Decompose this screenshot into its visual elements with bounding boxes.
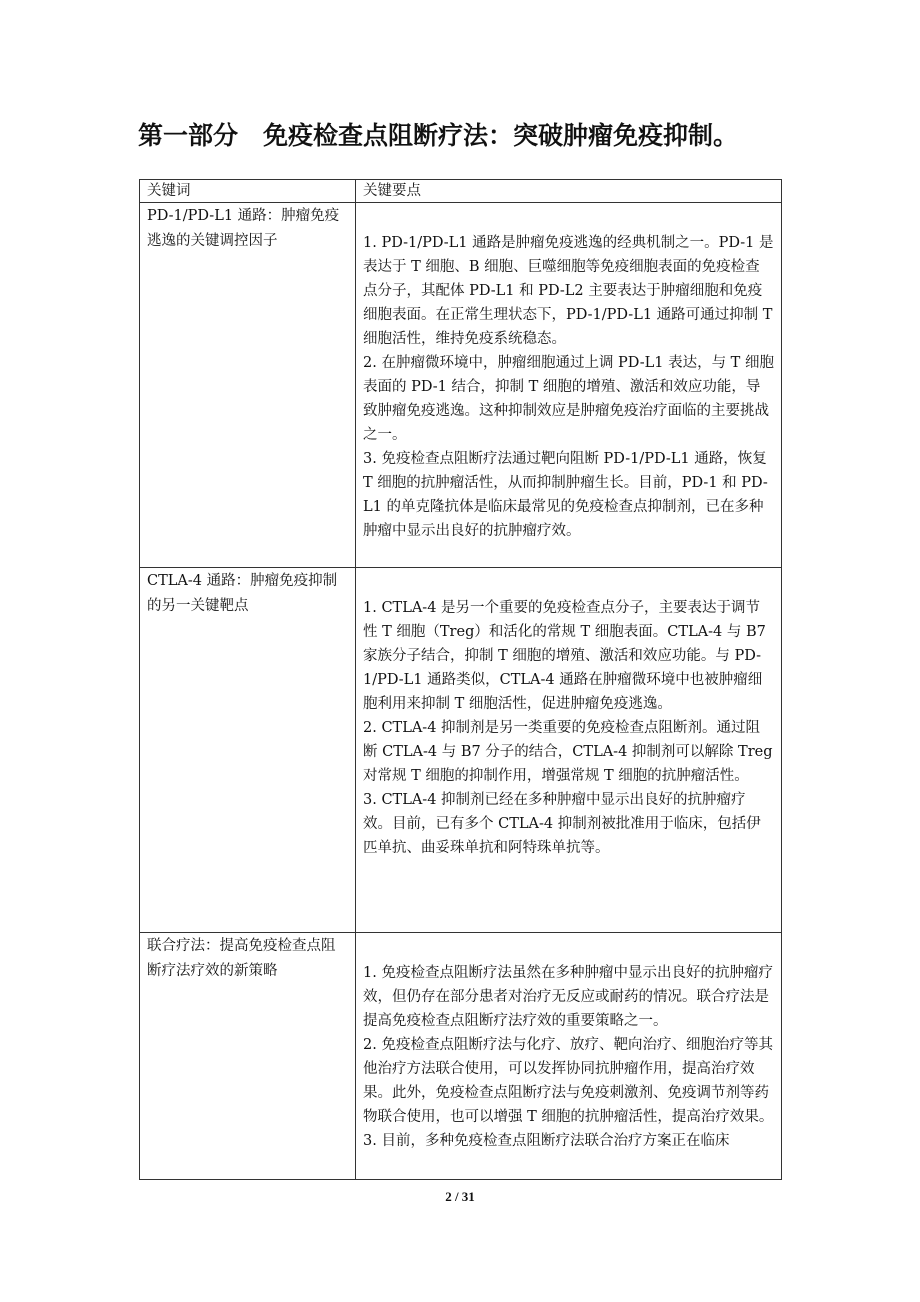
keyword-cell: 联合疗法：提高免疫检查点阻断疗法疗效的新策略: [140, 933, 356, 1180]
page-number: 2 / 31: [445, 1189, 475, 1204]
points-cell: [356, 203, 782, 568]
point-text: 2. 免疫检查点阻断疗法与化疗、放疗、靶向治疗、细胞治疗等其他治疗方法联合使用，可以发挥协同抗肿瘤作用，提高治疗效果。此外，免疫检查点阻断疗法与免疫刺激剂、免疫调节剂等药物联合使用，也可以增强 T 细胞的抗肿瘤活性，提高治疗效果。: [363, 1037, 774, 1125]
point-text: 3. 免疫检查点阻断疗法通过靶向阻断 PD-1/PD-L1 通路，恢复 T 细胞的抗肿瘤活性，从而抑制肿瘤生长。目前，PD-1 和 PD-L1 的单克隆抗体是临床最常见的免疫检查点抑制剂，已在多种肿瘤中显示出良好的抗肿瘤疗效。: [363, 451, 768, 539]
point-text: 2. CTLA-4 抑制剂是另一类重要的免疫检查点阻断剂。通过阻断 CTLA-4 与 B7 分子的结合，CTLA-4 抑制剂可以解除 Treg 对常规 T 细胞的抑制作用，增强常规 T 细胞的抗肿瘤活性。: [363, 720, 773, 784]
table-header-row: [140, 180, 782, 203]
keyword-cell: CTLA-4 通路：肿瘤免疫抑制的另一关键靶点: [140, 568, 356, 933]
table-row: [140, 203, 782, 568]
table-row: [140, 568, 782, 933]
section-title: 第一部分 免疫检查点阻断疗法：突破肿瘤免疫抑制。: [138, 121, 739, 150]
points-cell: [356, 933, 782, 1180]
point-text: 3. 目前，多种免疫检查点阻断疗法联合治疗方案正在临床: [363, 1133, 730, 1149]
point-text: 2. 在肿瘤微环境中，肿瘤细胞通过上调 PD-L1 表达，与 T 细胞表面的 PD-1 结合，抑制 T 细胞的增殖、激活和效应功能，导致肿瘤免疫逃逸。这种抑制效应是肿瘤免疫治疗面临的主要挑战之一。: [363, 355, 774, 443]
table-row: [140, 933, 782, 1180]
point-text: 3. CTLA-4 抑制剂已经在多种肿瘤中显示出良好的抗肿瘤疗效。目前，已有多个 CTLA-4 抑制剂被批准用于临床，包括伊匹单抗、曲妥珠单抗和阿特珠单抗等。: [363, 792, 761, 856]
header-keyword: 关键词: [140, 180, 356, 203]
points-cell: [356, 568, 782, 933]
point-text: 1. PD-1/PD-L1 通路是肿瘤免疫逃逸的经典机制之一。PD-1 是表达于 T 细胞、B 细胞、巨噬细胞等免疫细胞表面的免疫检查点分子，其配体 PD-L1 和 PD-L2 主要表达于肿瘤细胞和免疫细胞表面。在正常生理状态下，PD-1/PD-L1 通路可通过抑制 T 细胞活性，维持免疫系统稳态。: [363, 235, 774, 347]
point-text: 1. 免疫检查点阻断疗法虽然在多种肿瘤中显示出良好的抗肿瘤疗效，但仍存在部分患者对治疗无反应或耐药的情况。联合疗法是提高免疫检查点阻断疗法疗效的重要策略之一。: [363, 965, 773, 1029]
point-text: 1. CTLA-4 是另一个重要的免疫检查点分子，主要表达于调节性 T 细胞（Treg）和活化的常规 T 细胞表面。CTLA-4 与 B7 家族分子结合，抑制 T 细胞的增殖、激活和效应功能。与 PD-1/PD-L1 通路类似，CTLA-4 通路在肿瘤微环境中也被肿瘤细胞利用来抑制 T 细胞活性，促进肿瘤免疫逃逸。: [363, 600, 766, 712]
header-key-points: 关键要点: [356, 180, 782, 203]
key-points-table: [139, 179, 782, 1180]
keyword-cell: PD-1/PD-L1 通路：肿瘤免疫逃逸的关键调控因子: [140, 203, 356, 568]
